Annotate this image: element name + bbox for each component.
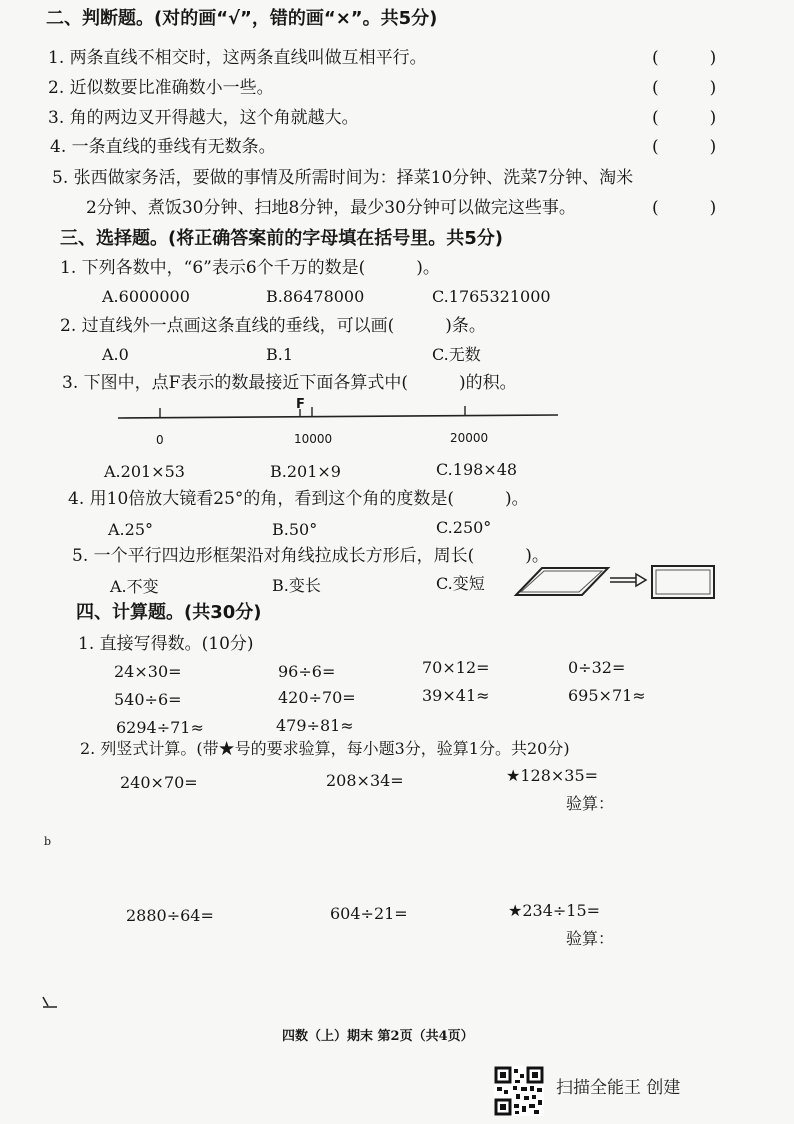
vertical-calc-item: 240×70=: [120, 773, 198, 792]
q2-option-a: A.0: [102, 345, 129, 364]
calc-part1-title: 1. 直接写得数。(10分): [78, 634, 254, 654]
calc-item: 39×41≈: [422, 686, 490, 705]
page-footer: 四数（上）期末 第2页（共4页）: [282, 1029, 474, 1044]
calc-item: 479÷81≈: [276, 716, 354, 735]
section4-title: 四、计算题。(共30分): [76, 602, 262, 623]
q1-option-b: B.86478000: [266, 287, 365, 306]
choice-q3: 3. 下图中，点F表示的数最接近下面各算式中( )的积。: [62, 373, 517, 393]
judge-item-5: 5. 张西做家务活，要做的事情及所需时间为：择菜10分钟、洗菜7分钟、淘米: [52, 168, 634, 188]
q4-option-c: C.250°: [436, 518, 492, 537]
q1-option-a: A.6000000: [102, 287, 190, 306]
tick-label-10000: 10000: [294, 432, 333, 446]
number-line: [110, 395, 570, 450]
judge-item-3: 3. 角的两边叉开得越大，这个角就越大。: [48, 108, 359, 128]
q4-option-b: B.50°: [272, 520, 318, 539]
q3-option-b: B.201×9: [270, 462, 341, 481]
answer-blank-1[interactable]: ( ): [652, 48, 717, 68]
vertical-calc-item: ★128×35=: [506, 766, 599, 785]
calc-part2-title: 2. 列竖式计算。(带★号的要求验算，每小题3分，验算1分。共20分): [80, 739, 570, 758]
choice-q2: 2. 过直线外一点画这条直线的垂线，可以画( )条。: [60, 316, 486, 336]
vertical-calc-item: ★234÷15=: [508, 901, 601, 920]
choice-q1: 1. 下列各数中，“6”表示6个千万的数是( )。: [60, 258, 440, 278]
q2-option-c: C.无数: [432, 345, 481, 364]
q2-option-b: B.1: [266, 345, 294, 364]
q3-option-a: A.201×53: [104, 462, 185, 481]
answer-blank-3[interactable]: ( ): [652, 108, 717, 128]
vertical-calc-item: 2880÷64=: [126, 906, 214, 925]
vertical-calc-item: 208×34=: [326, 771, 404, 790]
answer-blank-5[interactable]: ( ): [652, 198, 717, 218]
answer-blank-4[interactable]: ( ): [652, 137, 717, 157]
section2-title: 二、判断题。(对的画“√”，错的画“×”。共5分): [46, 8, 438, 29]
q4-option-a: A.25°: [108, 520, 153, 539]
calc-item: 70×12=: [422, 658, 490, 677]
answer-blank-2[interactable]: ( ): [652, 78, 717, 98]
q5-option-a: A.不变: [110, 577, 159, 596]
judge-item-1: 1. 两条直线不相交时，这两条直线叫做互相平行。: [48, 48, 427, 68]
calc-item: 6294÷71≈: [116, 718, 204, 737]
judge-item-5-cont: 2分钟、煮饭30分钟、扫地8分钟，最少30分钟可以做完这些事。: [86, 198, 576, 218]
q5-option-c: C.变短: [436, 574, 485, 593]
number-line-point-f: F: [296, 397, 305, 412]
parallelogram-to-rectangle-figure: [512, 562, 722, 602]
section3-title: 三、选择题。(将正确答案前的字母填在括号里。共5分): [60, 228, 503, 249]
q3-option-c: C.198×48: [436, 460, 518, 479]
calc-item: 0÷32=: [568, 658, 626, 677]
qr-code-icon: [494, 1066, 544, 1116]
vertical-calc-item: 604÷21=: [330, 904, 408, 923]
margin-mark: b: [44, 835, 52, 848]
check-label: 验算：: [566, 794, 615, 813]
corner-mark: [40, 995, 60, 1011]
calc-item: 540÷6=: [114, 690, 182, 709]
q5-option-b: B.变长: [272, 576, 321, 595]
calc-item: 24×30=: [114, 662, 182, 681]
scanner-watermark-text: 扫描全能王 创建: [556, 1078, 681, 1098]
choice-q4: 4. 用10倍放大镜看25°的角，看到这个角的度数是( )。: [68, 489, 529, 509]
calc-item: 96÷6=: [278, 662, 336, 681]
q1-option-c: C.1765321000: [432, 287, 551, 306]
choice-q5: 5. 一个平行四边形框架沿对角线拉成长方形后，周长( )。: [72, 546, 549, 566]
judge-item-4: 4. 一条直线的垂线有无数条。: [50, 137, 276, 157]
calc-item: 695×71≈: [568, 686, 646, 705]
check-label: 验算：: [566, 929, 615, 948]
tick-label-0: 0: [156, 433, 164, 447]
tick-label-20000: 20000: [450, 431, 489, 445]
calc-item: 420÷70=: [278, 688, 356, 707]
judge-item-2: 2. 近似数要比准确数小一些。: [48, 78, 274, 98]
